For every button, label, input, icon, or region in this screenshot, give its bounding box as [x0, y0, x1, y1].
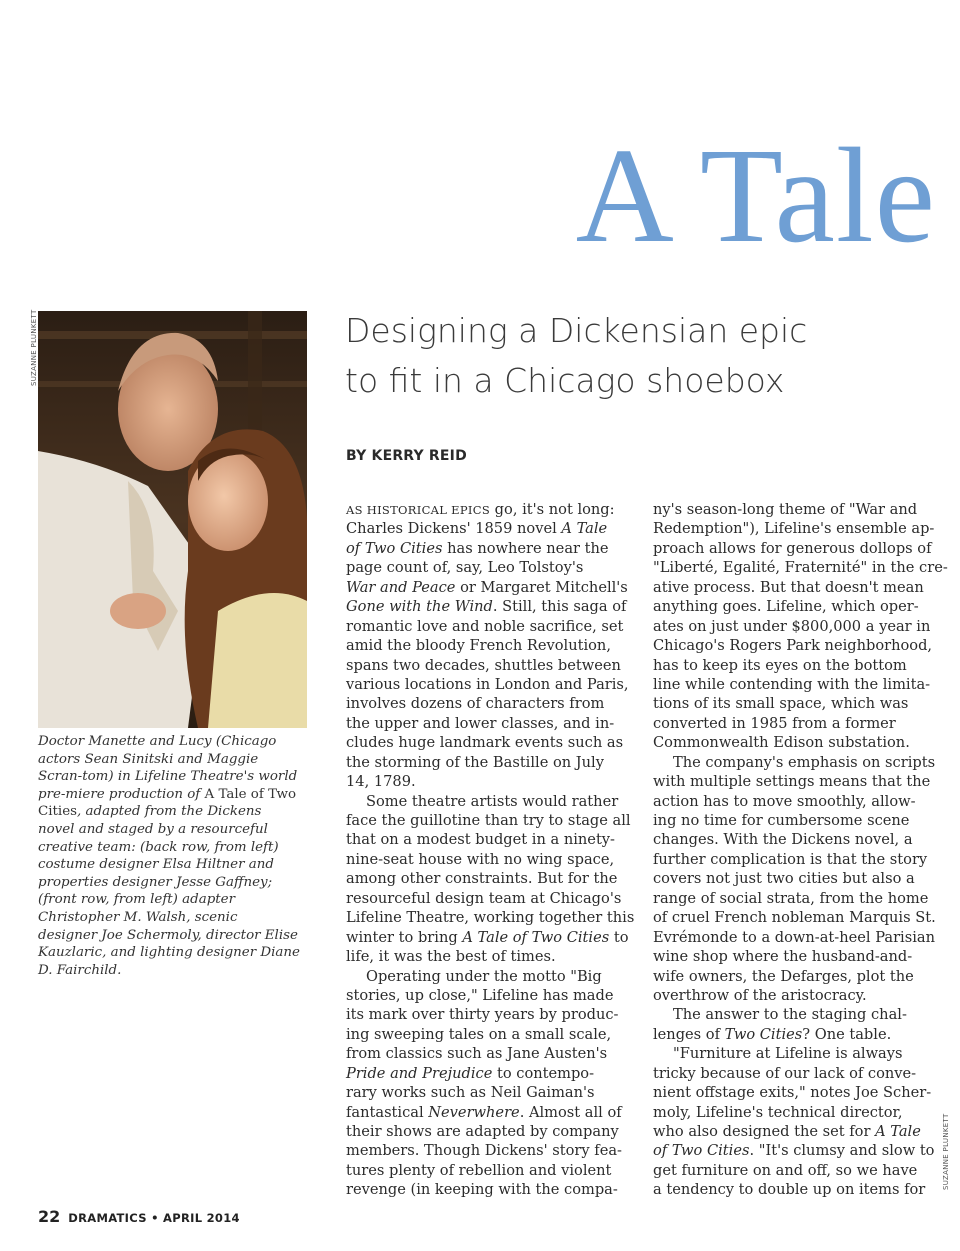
text-line — [653, 889, 929, 908]
text-segment: rary works such as Neil Gaiman's — [346, 1084, 595, 1102]
text-segment: has nowhere near the — [442, 539, 609, 557]
text-line — [346, 850, 614, 869]
text-line — [653, 694, 921, 713]
text-segment: ative process. But that doesn't mean — [653, 578, 924, 596]
text-line — [346, 1064, 614, 1083]
italic-title: of Two Cities — [653, 1142, 750, 1160]
text-line — [346, 1141, 622, 1160]
magazine-issue: DRAMATICS • APRIL 2014 — [68, 1211, 240, 1225]
text-segment: "Furniture at Lifeline is always — [673, 1045, 903, 1063]
text-segment: go, it's not long: — [490, 501, 615, 518]
text-line — [653, 947, 921, 966]
text-segment: tions of its small space, which was — [653, 695, 909, 713]
text-line — [653, 1141, 935, 1160]
text-line — [653, 578, 924, 597]
text-line — [346, 986, 614, 1005]
text-line — [346, 1161, 614, 1180]
page-number: 22 — [38, 1207, 61, 1226]
italic-title: Pride and Prejudice — [346, 1064, 493, 1082]
text-segment: tricky because of our lack of conve- — [653, 1064, 917, 1082]
text-segment: their shows are adapted by company — [346, 1123, 619, 1140]
italic-title: A Tale — [561, 520, 608, 538]
text-segment: wine shop where the husband-and- — [653, 948, 913, 966]
text-line — [346, 792, 619, 811]
text-segment: to contempo- — [492, 1064, 595, 1082]
text-segment: amid the bloody French Revolution, — [346, 637, 611, 655]
text-segment: page count of, say, Leo Tolstoy's — [346, 559, 584, 577]
text-segment: romantic love and noble sacrifice, set — [346, 617, 624, 635]
text-segment: with multiple settings means that the — [653, 773, 931, 791]
text-line — [346, 1044, 614, 1063]
text-line — [653, 986, 921, 1005]
text-segment: Evrémonde to a down-at-heel Parisian — [653, 928, 935, 946]
text-line — [346, 617, 624, 636]
text-segment: to — [609, 928, 629, 946]
text-line — [346, 539, 614, 558]
text-line — [346, 1180, 618, 1199]
text-line — [346, 947, 614, 966]
text-line — [653, 811, 921, 830]
text-line — [653, 597, 921, 616]
text-segment: further complication is that the story — [653, 850, 928, 868]
text-line — [346, 694, 614, 713]
text-segment: covers not just two cities but also a — [653, 870, 915, 888]
text-line — [653, 772, 931, 791]
article-subtitle — [345, 306, 905, 406]
text-line — [346, 811, 631, 830]
text-segment: spans two decades, shuttles between — [346, 656, 621, 674]
text-line — [346, 889, 622, 908]
subtitle-line: to fit in a Chicago shoebox — [345, 361, 785, 400]
text-segment: a tendency to double up on items for — [653, 1181, 926, 1199]
text-segment: overthrow of the aristocracy. — [653, 986, 867, 1004]
photo-image — [38, 311, 307, 728]
text-line — [653, 1064, 921, 1083]
text-segment: Operating under the motto "Big — [366, 967, 602, 985]
text-segment: Some theatre artists would rather — [366, 792, 619, 810]
text-line — [346, 928, 629, 947]
text-segment: nine-seat house with no wing space, — [346, 850, 615, 868]
caption-play-title: A Tale of Two Cities — [38, 786, 297, 820]
text-segment: life, it was the best of times. — [346, 948, 556, 966]
text-segment: The answer to the staging chal- — [673, 1006, 907, 1024]
text-segment: anything goes. Lifeline, which oper- — [653, 598, 919, 616]
text-segment: changes. With the Dickens novel, a — [653, 831, 913, 849]
text-segment: ? One table. — [802, 1025, 892, 1043]
text-segment: Chicago's Rogers Park neighborhood, — [653, 637, 933, 655]
text-line — [346, 519, 614, 538]
caption-part-2: , adapted from the Dickens novel and staged by a resourceful creative team: (back row, from left) costume designer Elsa Hiltner and properties designer Jesse Gaffney; (front row, from left) adapter Christopher M. Walsh, scenic designer Joe Schermoly, director Elise Kauzlaric, and lighting designer Diane D. Fairchild. — [38, 804, 300, 978]
text-line — [346, 578, 628, 597]
text-segment: ing no time for cumbersome scene — [653, 812, 910, 829]
text-line — [653, 519, 935, 538]
photo-caption — [38, 733, 300, 979]
page-footer — [38, 1207, 240, 1226]
text-line — [653, 908, 936, 927]
text-segment: ates on just under $800,000 a year in — [653, 617, 931, 635]
text-line — [346, 908, 635, 927]
text-line — [653, 617, 931, 636]
text-line — [346, 1083, 614, 1102]
text-line — [653, 1005, 921, 1024]
photo-credit: SUZANNE PLUNKETT — [30, 309, 38, 386]
text-line — [346, 733, 624, 752]
text-segment: The company's emphasis on scripts — [673, 753, 936, 771]
text-line — [653, 928, 935, 947]
text-segment: . Almost all of — [519, 1103, 622, 1121]
italic-title: Two Cities — [724, 1025, 803, 1043]
text-segment: line while contending with the limita- — [653, 675, 931, 693]
text-segment: cludes huge landmark events such as — [346, 734, 624, 752]
text-segment: converted in 1985 from a former — [653, 714, 896, 732]
text-segment: 14, 1789. — [346, 773, 416, 791]
text-segment: moly, Lifeline's technical director, — [653, 1103, 903, 1121]
text-segment: its mark over thirty years by produc- — [346, 1006, 619, 1024]
article-photo — [38, 311, 307, 728]
text-segment: face the guillotine than try to stage all — [346, 812, 631, 829]
text-line — [653, 869, 921, 888]
text-segment: winter to bring — [346, 928, 463, 946]
text-line — [653, 714, 921, 733]
subtitle-line: Designing a Dickensian epic — [345, 311, 808, 350]
text-line — [653, 792, 921, 811]
text-line — [653, 830, 921, 849]
text-line — [346, 967, 614, 986]
text-segment: AS HISTORICAL EPICS — [346, 503, 491, 517]
text-line — [346, 675, 629, 694]
text-segment: range of social strata, from the home — [653, 889, 929, 907]
text-segment: Commonwealth Edison substation. — [653, 734, 910, 752]
italic-title: of Two Cities — [346, 539, 443, 557]
italic-title: A Tale of Two Cities — [462, 928, 610, 946]
text-line — [346, 1005, 619, 1024]
text-line — [346, 772, 614, 791]
text-segment: action has to move smoothly, allow- — [653, 792, 916, 810]
text-segment: ing sweeping tales on a small scale, — [346, 1025, 612, 1043]
text-line — [346, 714, 614, 733]
text-segment: or Margaret Mitchell's — [455, 578, 628, 596]
text-line — [653, 753, 936, 772]
text-line — [653, 1180, 926, 1199]
text-segment: fantastical — [346, 1103, 429, 1121]
text-line — [346, 869, 618, 888]
text-segment: resourceful design team at Chicago's — [346, 889, 622, 907]
italic-title: Neverwhere — [428, 1103, 520, 1121]
text-segment: Lifeline Theatre, working together this — [346, 909, 635, 927]
caption-part-1: Doctor Manette and Lucy (Chicago actors Sean Sinitski and Maggie Scran-tom) in Lifeline Theatre's world pre-miere production of — [38, 734, 298, 802]
text-segment: "Liberté, Egalité, Fraternité" in the cre- — [653, 559, 948, 577]
text-segment: the upper and lower classes, and in- — [346, 714, 615, 732]
italic-title: Gone with the Wind — [346, 598, 493, 616]
text-line — [653, 1122, 921, 1141]
text-segment: of cruel French nobleman Marquis St. — [653, 909, 936, 927]
italic-title: A Tale — [875, 1123, 921, 1140]
text-segment: stories, up close," Lifeline has made — [346, 986, 614, 1004]
article-title: A Tale — [575, 121, 936, 271]
text-line — [653, 1025, 921, 1044]
text-segment: . Still, this saga of — [492, 598, 627, 616]
text-line — [653, 500, 921, 519]
text-line — [653, 558, 948, 577]
text-line — [653, 675, 931, 694]
text-line — [653, 733, 921, 752]
text-line — [653, 539, 932, 558]
text-line — [346, 636, 614, 655]
text-segment: nient offstage exits," notes Joe Scher- — [653, 1084, 932, 1102]
text-line — [346, 1025, 614, 1044]
text-segment: Charles Dickens' 1859 novel — [346, 520, 562, 538]
text-line — [346, 830, 614, 849]
side-photo-credit: SUZANNE PLUNKETT — [942, 1113, 950, 1190]
text-segment: tures plenty of rebellion and violent — [346, 1161, 612, 1179]
text-line — [653, 1103, 921, 1122]
text-line — [653, 850, 928, 869]
text-line — [346, 500, 614, 519]
text-segment: ny's season-long theme of "War and — [653, 501, 918, 518]
text-segment: members. Though Dickens' story fea- — [346, 1142, 622, 1160]
text-line — [653, 636, 933, 655]
text-line — [346, 656, 621, 675]
text-line — [346, 753, 614, 772]
text-segment: the storming of the Bastille on July — [346, 753, 604, 771]
text-line — [346, 558, 614, 577]
text-line — [653, 967, 921, 986]
text-line — [653, 1044, 921, 1063]
italic-title: War and Peace — [346, 578, 456, 596]
text-line — [653, 656, 921, 675]
text-segment: revenge (in keeping with the compa- — [346, 1181, 618, 1199]
byline: BY KERRY REID — [346, 448, 467, 464]
text-segment: among other constraints. But for the — [346, 870, 618, 888]
text-line — [653, 1083, 932, 1102]
text-segment: . "It's clumsy and slow to — [749, 1142, 935, 1160]
text-segment: lenges of — [653, 1025, 725, 1043]
text-segment: proach allows for generous dollops of — [653, 539, 932, 557]
text-line — [346, 597, 627, 616]
text-segment: Redemption"), Lifeline's ensemble ap- — [653, 520, 935, 538]
text-line — [346, 1122, 619, 1141]
text-segment: who also designed the set for — [653, 1123, 876, 1140]
text-segment: involves dozens of characters from — [346, 695, 605, 713]
text-line — [346, 1103, 622, 1122]
text-segment: wife owners, the Defarges, plot the — [653, 967, 914, 985]
body-column-1 — [346, 500, 635, 1200]
text-segment: that on a modest budget in a ninety- — [346, 831, 615, 849]
text-segment: get furniture on and off, so we have — [653, 1161, 918, 1179]
text-segment: has to keep its eyes on the bottom — [653, 656, 907, 674]
text-segment: from classics such as Jane Austen's — [346, 1045, 608, 1063]
text-segment: various locations in London and Paris, — [346, 675, 629, 693]
text-line — [653, 1161, 921, 1180]
